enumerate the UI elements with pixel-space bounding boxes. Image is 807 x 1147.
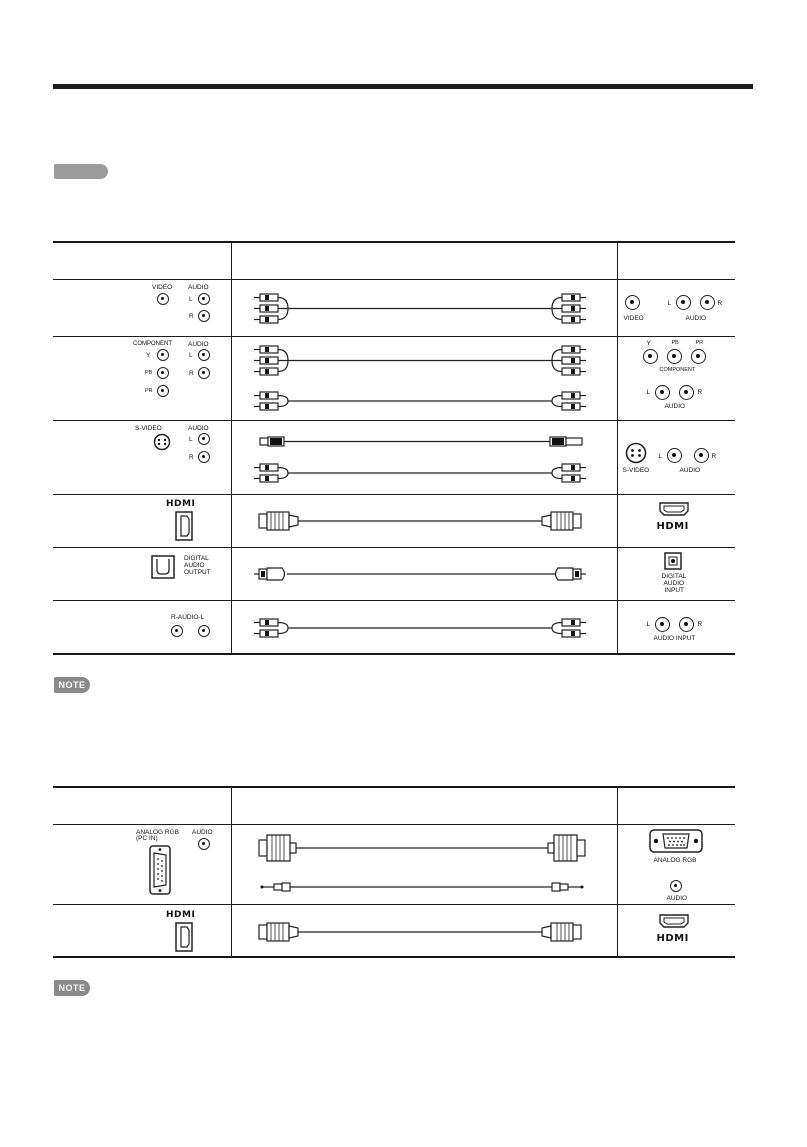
tv-audio-r-jack-icon (700, 295, 715, 310)
tv-jacks-composite (617, 279, 735, 336)
note-badge: NOTE (54, 980, 90, 996)
video-label: VIDEO (152, 283, 173, 291)
audio-label: AUDIO (192, 828, 213, 836)
hdmi-port-icon (175, 922, 195, 954)
tv-audio-l-jack-icon (655, 385, 670, 400)
source-jacks-component (53, 336, 231, 420)
table-row (53, 904, 735, 957)
l-label: L (189, 351, 193, 359)
vga-port-icon (149, 845, 173, 897)
cable-svideo (231, 420, 617, 494)
tv-pr-label: PR (695, 339, 704, 346)
output-label: OUTPUT (184, 568, 211, 576)
tv-component-label: COMPONENT (659, 366, 696, 373)
tv-audio-label: AUDIO (679, 466, 701, 474)
tv-vga-port-icon (649, 829, 705, 855)
source-jacks-audio (53, 600, 231, 654)
audio-l-jack-icon (198, 293, 210, 305)
tv-pr-jack-icon (691, 349, 706, 364)
tv-audio-r-jack-icon (679, 617, 694, 632)
l-label: L (189, 295, 193, 303)
connection-table-av (53, 241, 735, 655)
tv-hdmi-port-icon (658, 501, 692, 517)
tv-jacks-pc (617, 824, 735, 904)
tv-r-label: R (697, 388, 703, 396)
tv-audio-label: AUDIO (664, 402, 686, 410)
pb-label: PB (145, 369, 153, 376)
tv-l-label: L (646, 620, 651, 628)
optical-output-port-icon (151, 555, 177, 581)
svideo-cable-icon (232, 421, 618, 495)
tv-r-label: R (711, 452, 717, 460)
tv-audio-l-jack-icon (655, 617, 670, 632)
tv-audio-label: AUDIO (663, 579, 685, 587)
section-tab-marker (54, 164, 108, 179)
tv-pb-label: PB (671, 339, 679, 346)
table-row (53, 279, 735, 336)
audio-label: AUDIO (188, 424, 209, 432)
composite-av-cable-icon (232, 280, 618, 337)
vga-and-audio-cable-icon (232, 825, 618, 905)
cable-hdmi (231, 494, 617, 547)
tv-audio-input-label: AUDIO INPUT (653, 634, 696, 642)
tv-l-label: L (646, 388, 651, 396)
source-jacks-pc (53, 824, 231, 904)
tv-jacks-digital (617, 547, 735, 600)
table-row (53, 600, 735, 654)
source-jacks-svideo (53, 420, 231, 494)
section-rule (53, 84, 753, 89)
hdmi-logo: HDMI (166, 909, 196, 920)
pc-audio-jack-icon (198, 838, 210, 850)
tv-audio-r-jack-icon (694, 448, 709, 463)
r-audio-l-label: R-AUDIO-L (171, 613, 205, 621)
source-jacks-composite (53, 279, 231, 336)
audio-label: AUDIO (188, 283, 209, 291)
cable-optical (231, 547, 617, 600)
tv-l-label: L (658, 452, 663, 460)
audio-r-jack-icon (171, 625, 183, 637)
optical-cable-icon (232, 548, 618, 601)
tv-video-jack-icon (625, 295, 640, 310)
audio-l-jack-icon (198, 349, 210, 361)
tv-jacks-audio (617, 600, 735, 654)
tv-optical-input-port-icon (664, 552, 684, 572)
r-label: R (189, 312, 194, 320)
r-label: R (189, 453, 194, 461)
tv-r-label: R (697, 620, 703, 628)
cable-composite (231, 279, 617, 336)
tv-y-label: Y (646, 339, 651, 347)
audio-r-jack-icon (198, 451, 210, 463)
l-label: L (189, 435, 193, 443)
pr-label: PR (145, 387, 153, 394)
audio-r-jack-icon (198, 367, 210, 379)
table-row (53, 336, 735, 420)
y-label: Y (146, 351, 151, 359)
y-jack-icon (157, 349, 169, 361)
cable-audio (231, 600, 617, 654)
component-cable-icon (232, 337, 618, 421)
hdmi-logo: HDMI (166, 498, 196, 509)
tv-l-label: L (667, 299, 672, 307)
component-label: COMPONENT (133, 340, 172, 347)
tv-audio-r-jack-icon (679, 385, 694, 400)
source-jacks-hdmi (53, 494, 231, 547)
hdmi-cable-icon (232, 495, 618, 548)
table-row (53, 824, 735, 904)
tv-jacks-svideo (617, 420, 735, 494)
cable-pc (231, 824, 617, 904)
tv-pc-audio-jack-icon (670, 880, 682, 892)
tv-audio-l-jack-icon (667, 448, 682, 463)
video-jack-icon (157, 293, 169, 305)
tv-hdmi-port-icon (658, 913, 692, 929)
table-header-row (53, 242, 735, 279)
tv-audio-label: AUDIO (685, 314, 707, 322)
note-badge: NOTE (54, 677, 90, 693)
tv-input-label: INPUT (664, 586, 684, 594)
tv-svideo-jack-icon (625, 442, 649, 466)
analog-rgb-label: ANALOG RGB (136, 828, 179, 836)
pb-jack-icon (157, 367, 169, 379)
audio-cable-icon (232, 601, 618, 655)
source-jacks-digital (53, 547, 231, 600)
hdmi-cable-icon (232, 905, 618, 958)
pr-jack-icon (157, 385, 169, 397)
cable-component (231, 336, 617, 420)
cable-hdmi-pc (231, 904, 617, 957)
tv-hdmi-logo: HDMI (656, 520, 689, 532)
tv-jacks-hdmi-pc (617, 904, 735, 957)
tv-pb-jack-icon (667, 349, 682, 364)
table-row (53, 420, 735, 494)
hdmi-port-icon (175, 511, 195, 543)
tv-y-jack-icon (643, 349, 658, 364)
audio-l-jack-icon (198, 625, 210, 637)
tv-r-label: R (717, 299, 723, 307)
tv-svideo-label: S-VIDEO (622, 466, 650, 474)
r-label: R (189, 369, 194, 377)
tv-video-label: VIDEO (623, 314, 644, 322)
tv-audio-label: AUDIO (666, 894, 688, 902)
tv-jacks-component (617, 336, 735, 420)
pc-in-label: (PC IN) (136, 834, 158, 842)
tv-analog-rgb-label: ANALOG RGB (653, 856, 697, 864)
tv-digital-label: DIGITAL (661, 572, 687, 580)
connection-table-pc (53, 786, 735, 958)
table-header-row (53, 787, 735, 824)
source-jacks-hdmi-pc (53, 904, 231, 957)
audio-l-jack-icon (198, 433, 210, 445)
audio-label: AUDIO (188, 340, 209, 348)
table-row (53, 547, 735, 600)
audio-label: AUDIO (184, 561, 205, 569)
digital-label: DIGITAL (184, 554, 209, 562)
tv-jacks-hdmi (617, 494, 735, 547)
tv-audio-l-jack-icon (676, 295, 691, 310)
svideo-jack-icon (153, 433, 173, 453)
audio-r-jack-icon (198, 310, 210, 322)
tv-hdmi-logo: HDMI (656, 932, 689, 944)
svideo-label: S-VIDEO (135, 424, 162, 432)
table-row (53, 494, 735, 547)
